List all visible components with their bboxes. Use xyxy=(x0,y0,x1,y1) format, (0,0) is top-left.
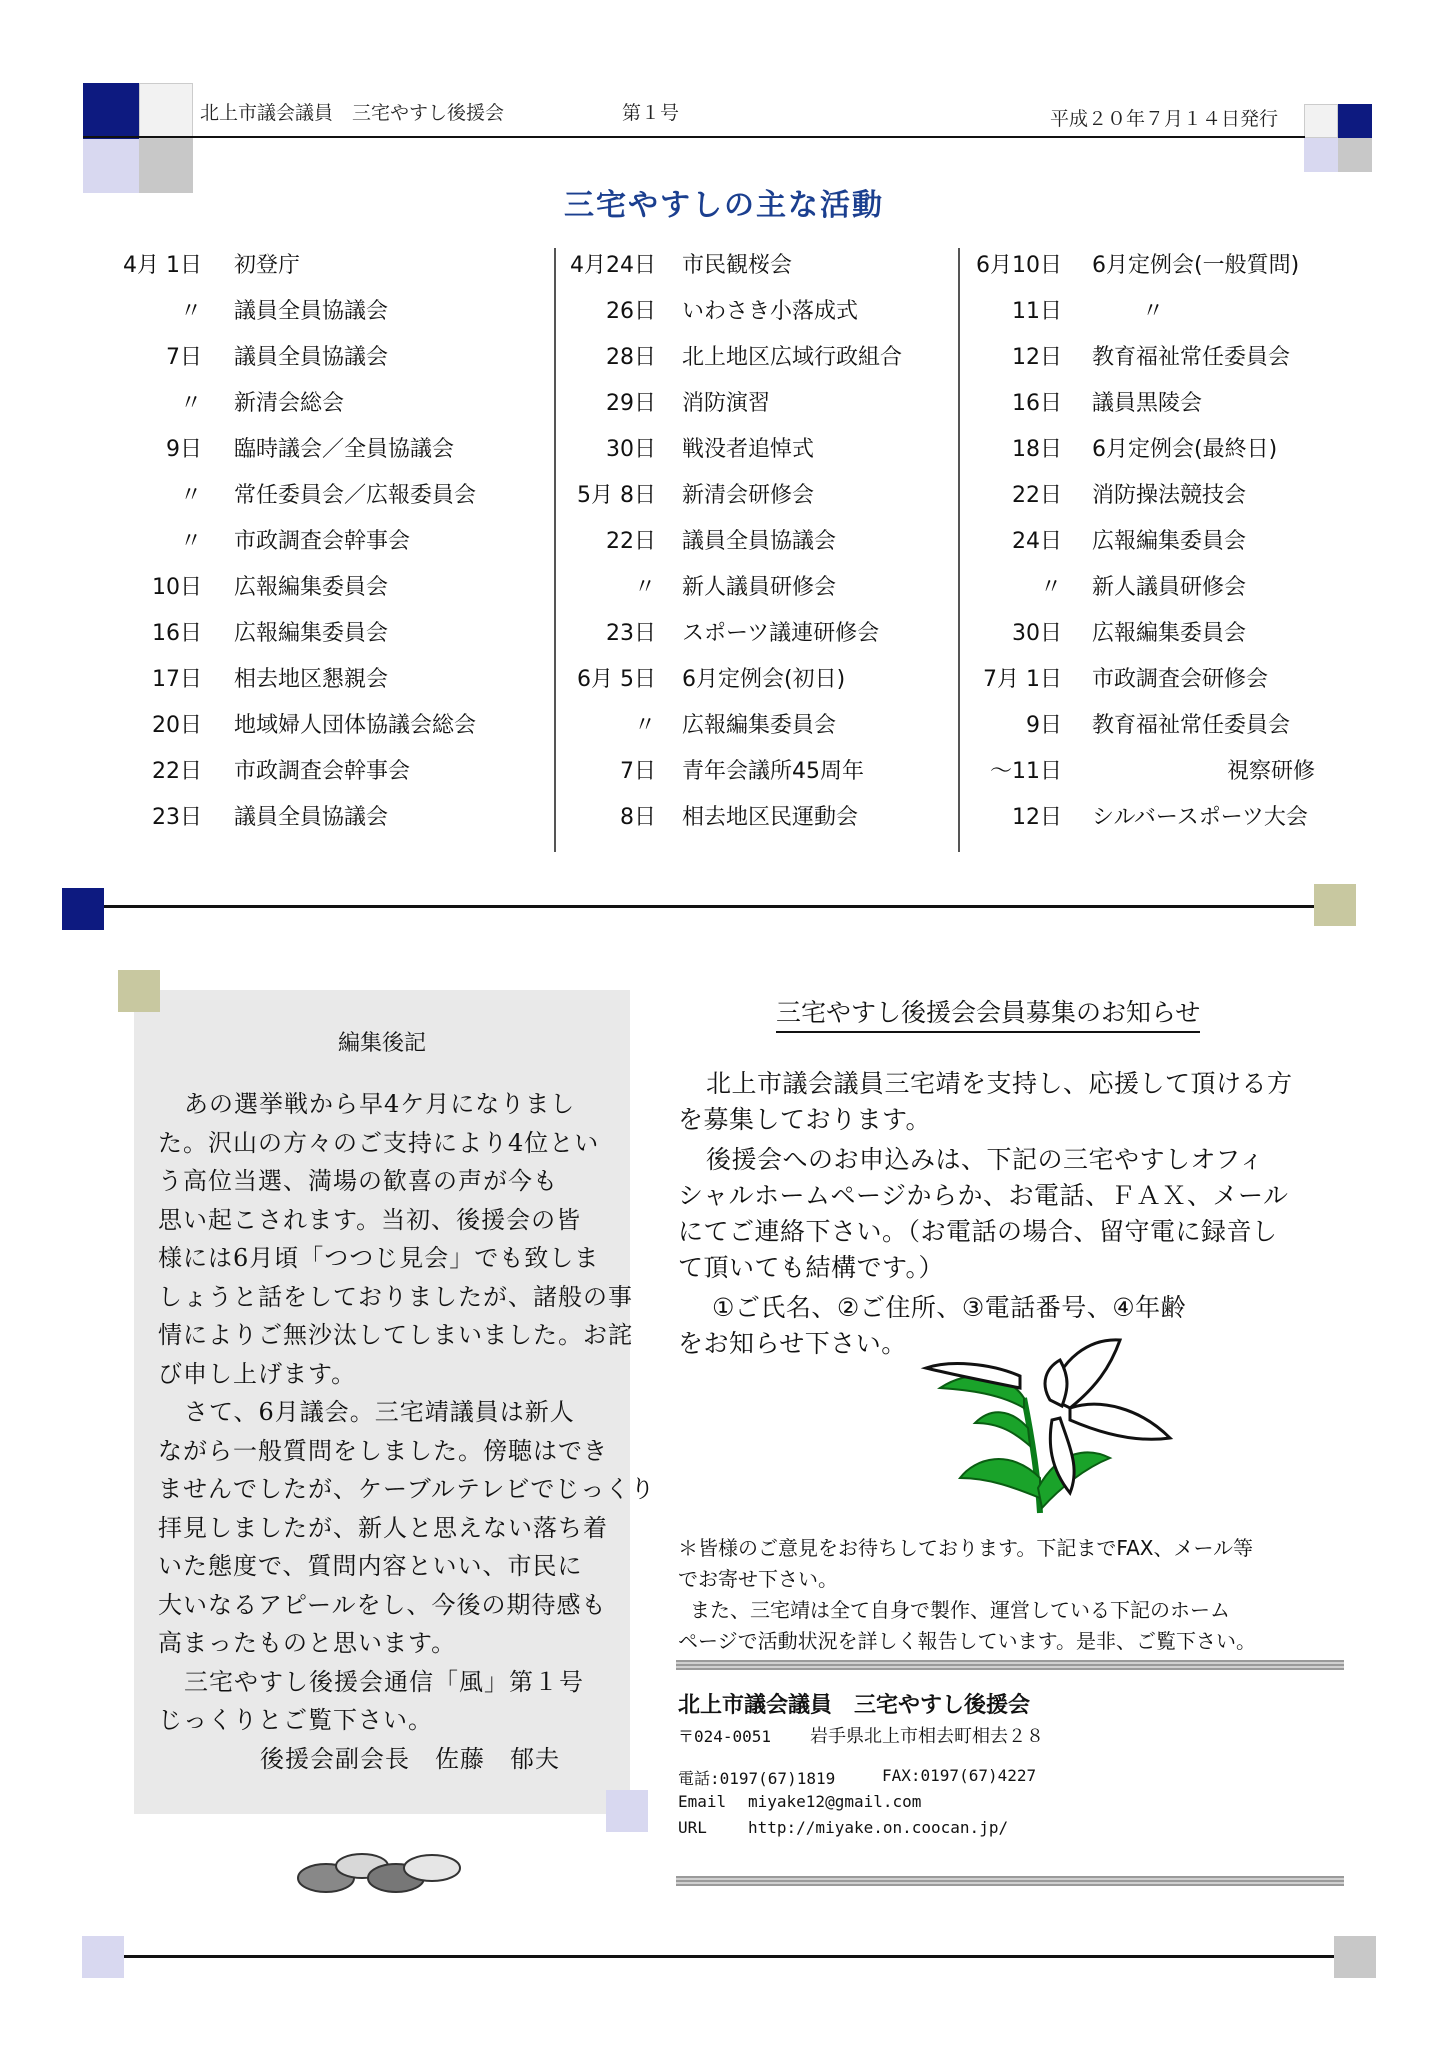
schedule-date: 22日 xyxy=(152,759,202,784)
schedule-event: 広報編集委員会 xyxy=(234,575,389,600)
schedule-row xyxy=(970,754,1370,800)
schedule-date: 〃 xyxy=(633,575,656,600)
schedule-row xyxy=(112,340,532,386)
schedule-event: 広報編集委員会 xyxy=(1092,621,1247,646)
schedule-date: 7月 1日 xyxy=(983,667,1062,692)
contact-fax: FAX:0197(67)4227 xyxy=(882,1766,1037,1785)
schedule-date: 8日 xyxy=(620,805,656,830)
activities-title: 三宅やすしの主な活動 xyxy=(564,188,884,223)
schedule-row xyxy=(112,386,532,432)
footer-rule xyxy=(124,1955,1334,1958)
schedule-date: 9日 xyxy=(166,437,202,462)
schedule-date: 〃 xyxy=(179,391,202,416)
schedule-event: 初登庁 xyxy=(234,253,301,278)
stones-illustration xyxy=(296,1844,466,1896)
schedule-event: 〃 xyxy=(1142,299,1165,324)
contact-band-bottom xyxy=(676,1876,1344,1886)
schedule-row xyxy=(112,800,532,846)
schedule-event: スポーツ議連研修会 xyxy=(682,621,880,646)
schedule-date: 〃 xyxy=(179,529,202,554)
schedule-column-1 xyxy=(112,248,532,846)
mid-square-navy xyxy=(62,888,104,930)
recruit-title: 三宅やすし後援会会員募集のお知らせ xyxy=(776,993,1200,1033)
schedule-event: いわさき小落成式 xyxy=(682,299,859,324)
editor-note-line: 思い起こされます。当初、後援会の皆 xyxy=(158,1205,582,1234)
schedule-event: 教育福祉常任委員会 xyxy=(1092,713,1291,738)
contact-address: 岩手県北上市相去町相去２８ xyxy=(810,1726,1044,1747)
schedule-date: 4月24日 xyxy=(570,253,656,278)
note-line: ＊皆様のご意見をお待ちしております。下記までFAX、メール等 xyxy=(678,1536,1254,1560)
recruit-line: 後援会へのお申込みは、下記の三宅やすしオフィ xyxy=(706,1145,1265,1174)
schedule-event: 臨時議会／全員協議会 xyxy=(234,437,455,462)
schedule-date: 12日 xyxy=(1012,805,1062,830)
editor-note-line: 様には6月頃「つつじ見会」でも致しま xyxy=(158,1244,600,1272)
header-org-name: 北上市議会議員 三宅やすし後援会 xyxy=(200,102,505,124)
schedule-event: 消防操法競技会 xyxy=(1092,483,1247,508)
editor-note-line: ながら一般質問をしました。傍聴はでき xyxy=(158,1436,608,1465)
header-right-square-white xyxy=(1304,104,1338,138)
schedule-date: 10日 xyxy=(152,575,202,600)
editor-note-line: 情によりご無沙汰してしまいました。お詫 xyxy=(158,1321,633,1349)
editor-note-line: た。沢山の方々のご支持により4位とい xyxy=(158,1128,600,1157)
header-right-square-navy xyxy=(1338,104,1372,138)
schedule-date: 29日 xyxy=(606,391,656,416)
mid-square-khaki xyxy=(1314,884,1356,926)
schedule-column-3 xyxy=(970,248,1370,846)
schedule-date: 18日 xyxy=(1012,437,1062,462)
schedule-row xyxy=(112,754,532,800)
schedule-date: 〃 xyxy=(633,713,656,738)
schedule-event: 議員全員協議会 xyxy=(234,299,389,324)
schedule-date: 22日 xyxy=(1012,483,1062,508)
schedule-event: 視察研修 xyxy=(1227,759,1316,784)
schedule-event: 6月定例会(初日) xyxy=(682,667,846,692)
schedule-date: 23日 xyxy=(152,805,202,830)
schedule-date: 7日 xyxy=(620,759,656,784)
editor-note-line: あの選挙戦から早4ケ月になりまし xyxy=(184,1090,576,1118)
editor-note-box xyxy=(134,990,656,1814)
schedule-event: 青年会議所45周年 xyxy=(682,759,864,784)
schedule-row xyxy=(970,248,1370,294)
contact-phone: 電話:0197(67)1819 xyxy=(678,1769,836,1788)
schedule-date: 6月10日 xyxy=(976,253,1062,278)
schedule-date: 23日 xyxy=(606,621,656,646)
editor-note-line: 拝見しましたが、新人と思えない落ち着 xyxy=(158,1513,608,1542)
recruit-line: 北上市議会議員三宅靖を支持し、応援して頂ける方 xyxy=(706,1069,1293,1098)
editor-square-khaki xyxy=(118,970,160,1012)
schedule-event: 戦没者追悼式 xyxy=(682,437,815,462)
schedule-date: 22日 xyxy=(606,529,656,554)
contact-url-link[interactable]: http://miyake.on.coocan.jp/ xyxy=(748,1818,1009,1837)
footer-square-lavender xyxy=(82,1936,124,1978)
schedule-date: 4月 1日 xyxy=(123,253,202,278)
schedule-row xyxy=(112,708,532,754)
schedule-event: 議員黒陵会 xyxy=(1092,391,1203,416)
editor-note-line: 後援会副会長 佐藤 郁夫 xyxy=(260,1744,560,1773)
editor-note-line: う高位当選、満場の歓喜の声が今も xyxy=(158,1167,558,1195)
schedule-event: 6月定例会(一般質問) xyxy=(1092,253,1300,278)
schedule-row xyxy=(112,524,532,570)
editor-note-line: しょうと話をしておりましたが、諸般の事 xyxy=(158,1282,633,1311)
schedule-row xyxy=(560,708,960,754)
contact-band-top xyxy=(676,1660,1344,1670)
schedule-date: 11日 xyxy=(1012,299,1062,324)
schedule-date: 30日 xyxy=(1012,621,1062,646)
schedule-date: 30日 xyxy=(606,437,656,462)
schedule-event: 常任委員会／広報委員会 xyxy=(234,483,477,508)
schedule-event: 市政調査会研修会 xyxy=(1092,667,1269,692)
schedule-date: 28日 xyxy=(606,345,656,370)
lily-illustration xyxy=(920,1328,1180,1518)
schedule-date: 6月 5日 xyxy=(577,667,656,692)
schedule-row xyxy=(560,524,960,570)
note-line: また、三宅靖は全て自身で製作、運営している下記のホーム xyxy=(690,1598,1230,1622)
schedule-date: 26日 xyxy=(606,299,656,324)
stone-shape xyxy=(404,1855,460,1881)
schedule-event: 議員全員協議会 xyxy=(234,345,389,370)
schedule-row xyxy=(970,478,1370,524)
schedule-row xyxy=(970,800,1370,846)
schedule-row xyxy=(560,616,960,662)
schedule-row xyxy=(970,294,1370,340)
header-right-square-lavender xyxy=(1304,138,1338,172)
schedule-row xyxy=(560,248,960,294)
schedule-event: 市政調査会幹事会 xyxy=(234,529,411,554)
editor-note-line: 三宅やすし後援会通信「風」第１号 xyxy=(184,1667,584,1696)
schedule-row xyxy=(112,294,532,340)
schedule-event: 新清会研修会 xyxy=(682,483,815,508)
contact-url-label: URL xyxy=(678,1818,707,1837)
lily-leaf xyxy=(960,1459,1040,1498)
lily-flower xyxy=(1045,1360,1067,1406)
recruit-line: て頂いても結構です。） xyxy=(678,1253,945,1282)
mid-rule xyxy=(104,905,1314,908)
editor-note-line: じっくりとご覧下さい。 xyxy=(158,1706,433,1734)
editor-note-line: 高まったものと思います。 xyxy=(158,1629,457,1657)
lily-leaf xyxy=(975,1412,1030,1446)
schedule-date: 12日 xyxy=(1012,345,1062,370)
recruit-line: にてご連絡下さい。（お電話の場合、留守電に録音し xyxy=(678,1217,1278,1246)
schedule-row xyxy=(560,340,960,386)
header-right-square-gray xyxy=(1338,138,1372,172)
schedule-event: 広報編集委員会 xyxy=(682,713,837,738)
schedule-date: 5月 8日 xyxy=(577,483,656,508)
schedule-row xyxy=(560,386,960,432)
schedule-event: 地域婦人団体協議会総会 xyxy=(234,713,477,738)
header-square-navy xyxy=(83,83,139,139)
schedule-event: 消防演習 xyxy=(682,391,771,416)
schedule-row xyxy=(112,248,532,294)
header-rule xyxy=(83,136,1305,138)
schedule-event: 市民観桜会 xyxy=(682,253,793,278)
schedule-row xyxy=(970,708,1370,754)
header-issue: 第１号 xyxy=(622,102,680,124)
editor-note-title: 編集後記 xyxy=(337,1031,426,1056)
schedule-event: 議員全員協議会 xyxy=(234,805,389,830)
schedule-row xyxy=(560,294,960,340)
recruit-line: ①ご氏名、②ご住所、③電話番号、④年齢 xyxy=(712,1293,1187,1322)
schedule-row xyxy=(560,570,960,616)
contact-email-label: Email xyxy=(678,1792,727,1811)
schedule-row xyxy=(560,662,960,708)
schedule-row xyxy=(560,754,960,800)
schedule-event: 広報編集委員会 xyxy=(234,621,389,646)
schedule-row xyxy=(560,432,960,478)
schedule-event: シルバースポーツ大会 xyxy=(1092,805,1308,830)
schedule-event: 相去地区民運動会 xyxy=(682,805,859,830)
schedule-row xyxy=(970,662,1370,708)
schedule-event: 新人議員研修会 xyxy=(1092,575,1247,600)
schedule-row xyxy=(112,616,532,662)
schedule-row xyxy=(970,570,1370,616)
header-square-white xyxy=(139,83,193,139)
recruit-line: を募集しております。 xyxy=(678,1105,932,1134)
schedule-date: 〃 xyxy=(179,483,202,508)
schedule-date: 9日 xyxy=(1026,713,1062,738)
schedule-event: 新人議員研修会 xyxy=(682,575,837,600)
schedule-row xyxy=(970,432,1370,478)
editor-square-lavender xyxy=(606,1790,648,1832)
schedule-date: 〃 xyxy=(1039,575,1062,600)
schedule-date: ～11日 xyxy=(990,759,1062,784)
schedule-date: 20日 xyxy=(152,713,202,738)
schedule-row xyxy=(112,432,532,478)
schedule-row xyxy=(970,616,1370,662)
note-line: でお寄せ下さい。 xyxy=(678,1567,838,1591)
lily-flower xyxy=(1070,1404,1170,1439)
schedule-event: 新清会総会 xyxy=(234,391,345,416)
editor-note-line: ませんでしたが、ケーブルテレビでじっくり xyxy=(158,1475,656,1503)
schedule-event: 相去地区懇親会 xyxy=(234,667,389,692)
schedule-date: 17日 xyxy=(152,667,202,692)
editor-note-line: 大いなるアピールをし、今後の期待感も xyxy=(158,1590,607,1619)
recruit-line: シャルホームページからか、お電話、ＦＡＸ、メール xyxy=(678,1181,1289,1210)
editor-note-line: さて、6月議会。三宅靖議員は新人 xyxy=(184,1398,575,1426)
header-date: 平成２０年７月１４日発行 xyxy=(1050,108,1279,130)
schedule-event: 北上地区広域行政組合 xyxy=(682,345,903,370)
footer-square-gray xyxy=(1334,1936,1376,1978)
schedule-date: 7日 xyxy=(166,345,202,370)
schedule-event: 教育福祉常任委員会 xyxy=(1092,345,1291,370)
schedule-date: 16日 xyxy=(152,621,202,646)
schedule-column-2 xyxy=(560,248,960,846)
note-line: ページで活動状況を詳しく報告しています。是非、ご覧下さい。 xyxy=(678,1629,1256,1653)
schedule-row xyxy=(560,478,960,524)
contact-email-link[interactable]: miyake12@gmail.com xyxy=(748,1792,922,1811)
schedule-event: 6月定例会(最終日) xyxy=(1092,437,1278,462)
editor-note-line: び申し上げます。 xyxy=(158,1359,357,1388)
contact-postal: 〒024-0051 xyxy=(678,1727,772,1746)
schedule-date: 24日 xyxy=(1012,529,1062,554)
schedule-row xyxy=(970,386,1370,432)
recruit-line: をお知らせ下さい。 xyxy=(678,1329,907,1358)
schedule-row xyxy=(112,570,532,616)
schedule-divider-1 xyxy=(554,248,556,852)
schedule-event: 市政調査会幹事会 xyxy=(234,759,411,784)
schedule-date: 〃 xyxy=(179,299,202,324)
schedule-row xyxy=(560,800,960,846)
schedule-row xyxy=(970,524,1370,570)
schedule-divider-2 xyxy=(958,248,960,852)
schedule-event: 広報編集委員会 xyxy=(1092,529,1247,554)
contact-org: 北上市議会議員 三宅やすし後援会 xyxy=(678,1693,1031,1718)
schedule-row xyxy=(970,340,1370,386)
schedule-event: 議員全員協議会 xyxy=(682,529,837,554)
schedule-row xyxy=(112,662,532,708)
schedule-row xyxy=(112,478,532,524)
editor-note-line: いた態度で、質問内容といい、市民に xyxy=(158,1552,583,1580)
schedule-date: 16日 xyxy=(1012,391,1062,416)
